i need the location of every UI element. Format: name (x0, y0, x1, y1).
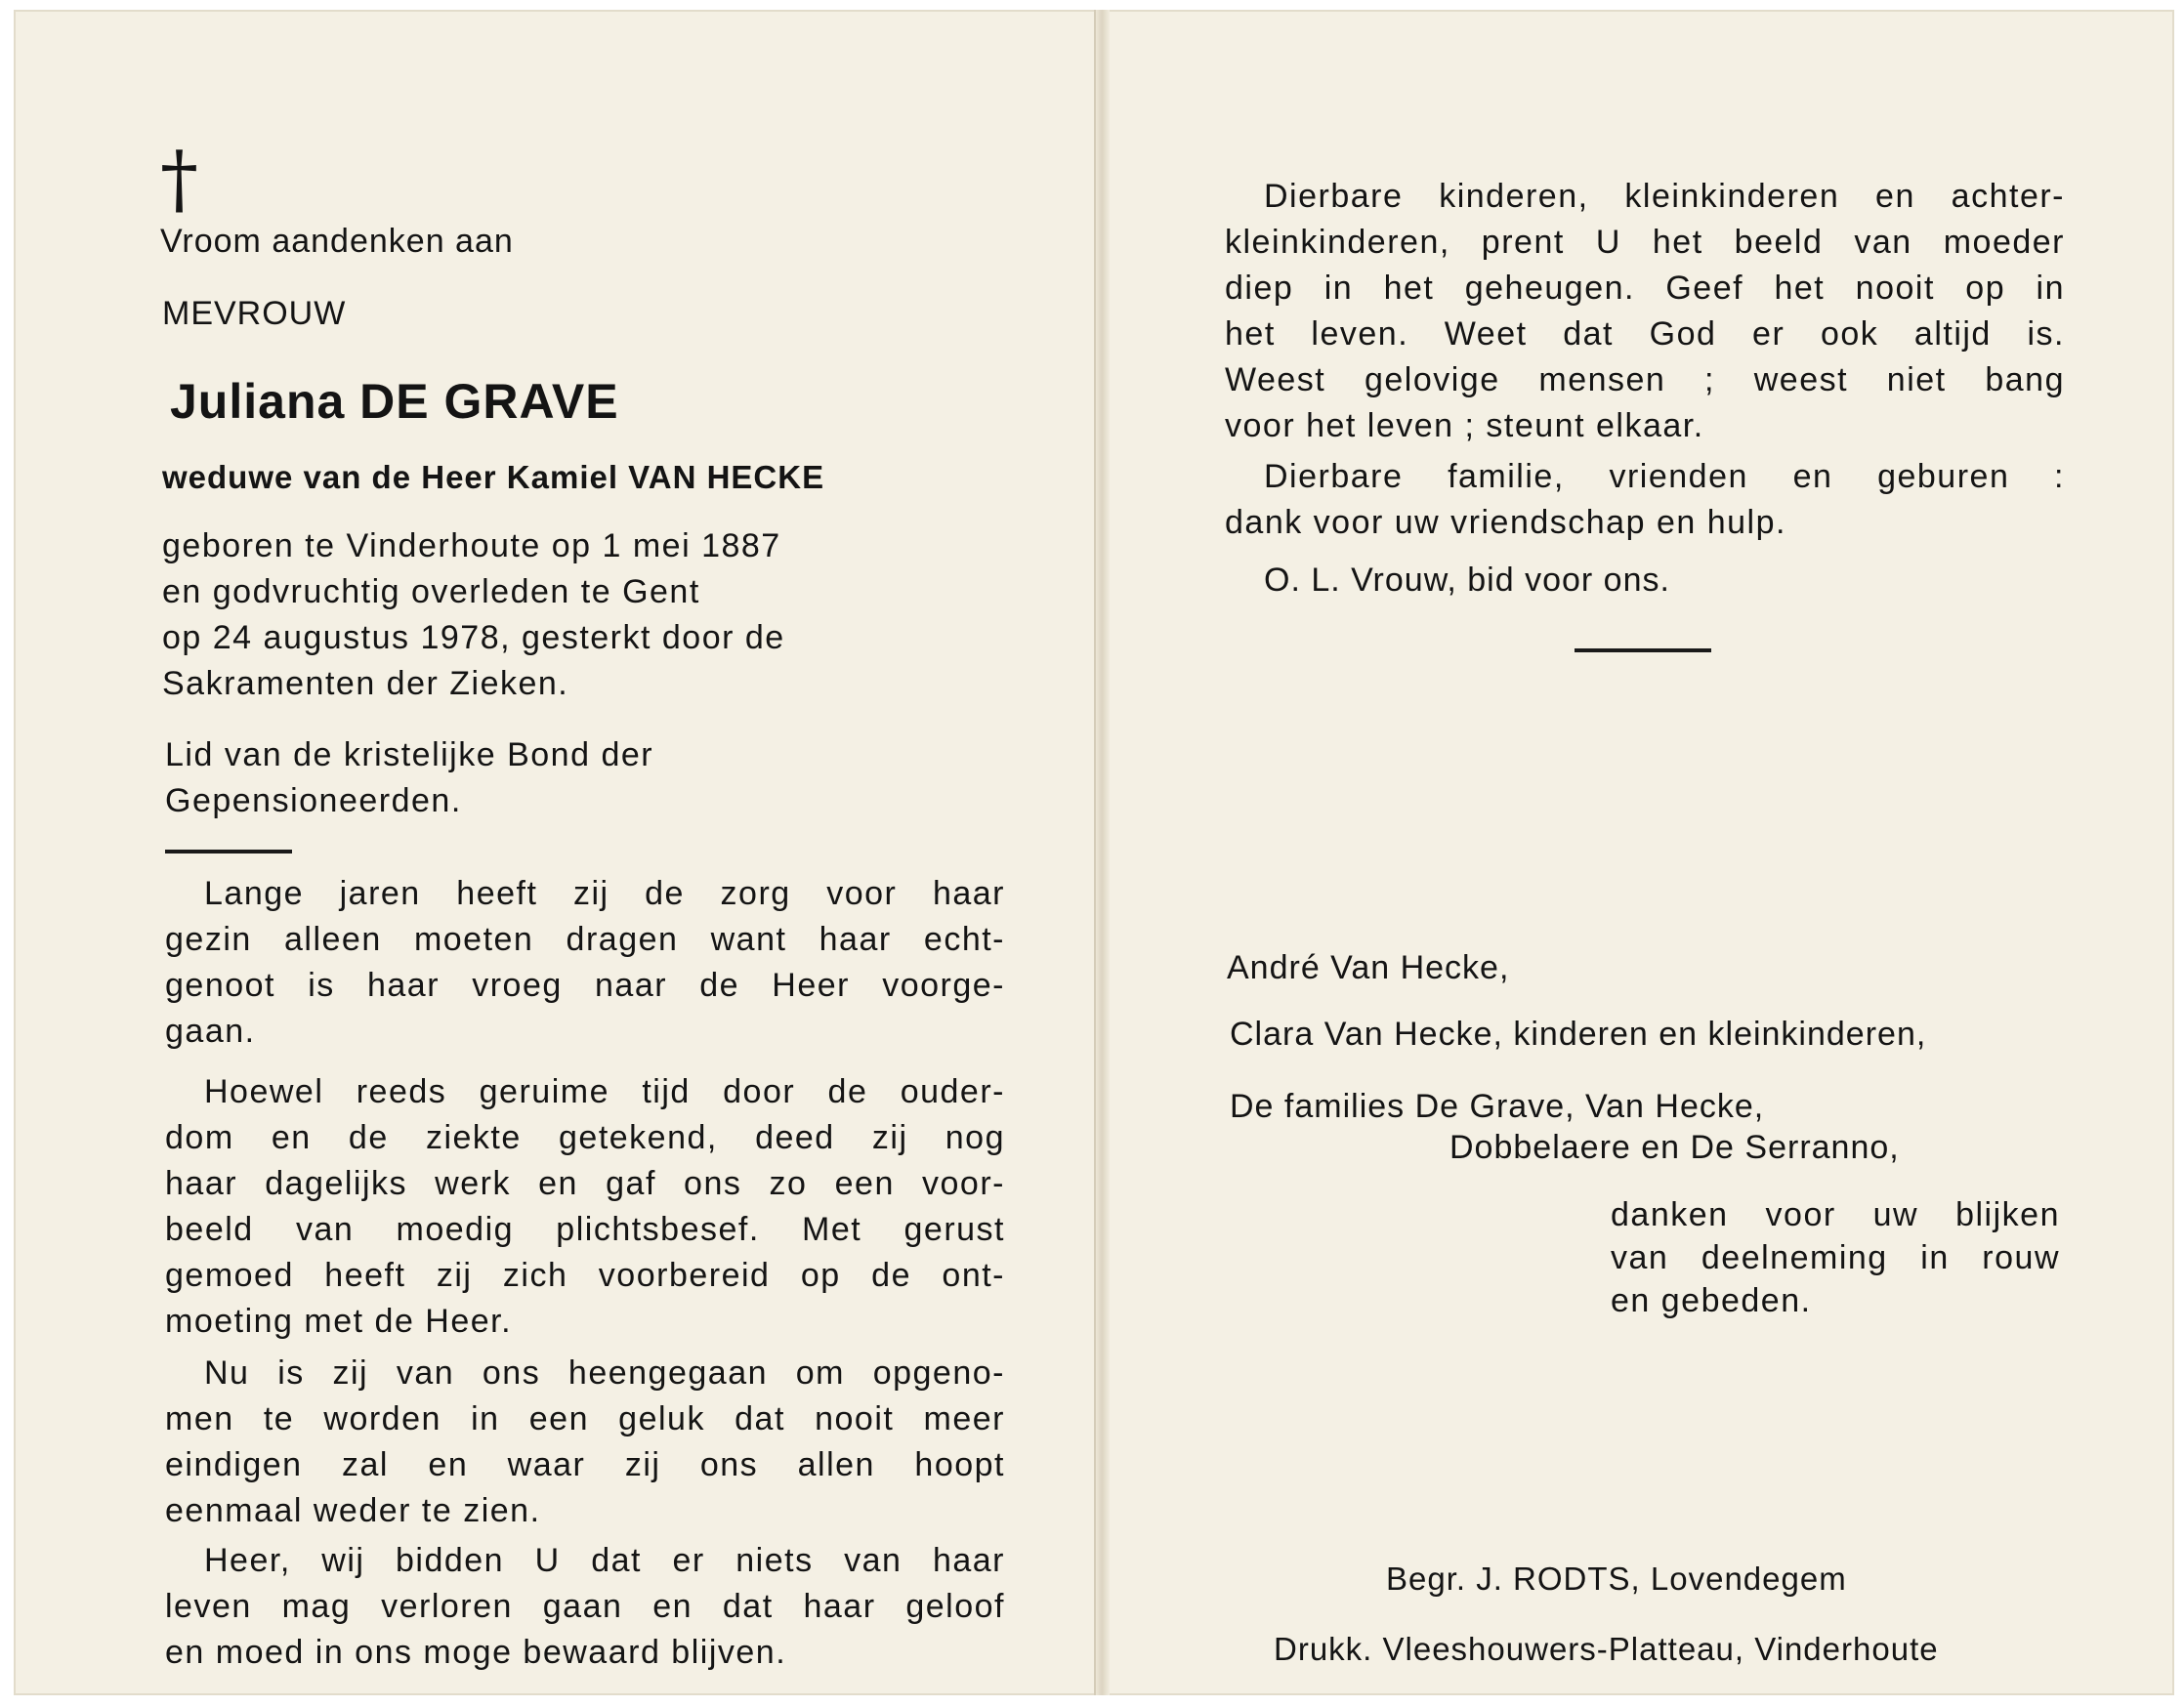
intro-text: Vroom aandenken aan (160, 223, 514, 260)
paragraph-3 (165, 1351, 1005, 1534)
family-line-families-cont: Dobbelaere en De Serranno, (1449, 1129, 1900, 1166)
right-paragraph-2 (1225, 454, 2065, 546)
right-paragraph-1 (1225, 174, 2065, 449)
thanks-block (1611, 1193, 2060, 1322)
text-line: op 24 augustus 1978, gesterkt door de (162, 619, 785, 656)
widow-of-line: weduwe van de Heer Kamiel VAN HECKE (162, 459, 825, 495)
text-line: Dierbare familie, vrienden en geburen : (1264, 458, 2065, 495)
paragraph-4 (165, 1538, 1005, 1676)
text-line: diep in het geheugen. Geef het nooit op in (1225, 270, 2065, 307)
divider (165, 850, 292, 854)
text-line: Hoewel reeds geruime tijd door de ouder- (204, 1073, 1005, 1110)
text-line: Lange jaren heeft zij de zorg voor haar (204, 875, 1005, 912)
text-line: van deelneming in rouw (1611, 1239, 2060, 1276)
text-line: Lid van de kristelijke Bond der (165, 736, 654, 773)
paragraph-2 (165, 1069, 1005, 1345)
text-line: en godvruchtig overleden te Gent (162, 573, 700, 610)
text-line: eindigen zal en waar zij ons allen hoopt (165, 1446, 1005, 1483)
text-line: Sakramenten der Zieken. (162, 665, 569, 702)
text-line: leven mag verloren gaan en dat haar geloof (165, 1588, 1005, 1625)
text-line: eenmaal weder te zien. (165, 1492, 541, 1529)
text-line: Nu is zij van ons heengegaan om opgeno- (204, 1354, 1005, 1392)
salutation: MEVROUW (162, 295, 347, 332)
text-line: moeting met de Heer. (165, 1303, 513, 1340)
text-line: gezin alleen moeten dragen want haar echt- (165, 921, 1005, 958)
text-line: en gebeden. (1611, 1282, 1812, 1319)
text-line: men te worden in een geluk dat nooit meer (165, 1400, 1005, 1437)
prayer-line: O. L. Vrouw, bid voor ons. (1264, 562, 1670, 599)
cross-symbol: † (160, 136, 198, 224)
text-line: danken voor uw blijken (1611, 1196, 2060, 1233)
text-line: Dierbare kinderen, kleinkinderen en achter- (1264, 178, 2065, 215)
text-line: genoot is haar vroeg naar de Heer voorge- (165, 967, 1005, 1004)
text-line: dank voor uw vriendschap en hulp. (1225, 504, 1786, 541)
deceased-name: Juliana DE GRAVE (170, 374, 619, 429)
membership-block (165, 732, 751, 824)
birth-death-block (162, 523, 846, 707)
text-line: Gepensioneerden. (165, 782, 462, 819)
text-line: dom en de ziekte getekend, deed zij nog (165, 1119, 1005, 1156)
paragraph-1 (165, 871, 1005, 1055)
family-line-clara: Clara Van Hecke, kinderen en kleinkinderen, (1230, 1016, 1927, 1053)
text-line: gaan. (165, 1013, 256, 1050)
text-line: gemoed heeft zij zich voorbereid op de ont- (165, 1257, 1005, 1294)
text-line: Weest gelovige mensen ; weest niet bang (1225, 361, 2065, 398)
family-line-andre: André Van Hecke, (1227, 949, 1510, 986)
undertaker-line: Begr. J. RODTS, Lovendegem (1386, 1561, 1847, 1597)
text-line: voor het leven ; steunt elkaar. (1225, 407, 1704, 444)
memorial-card (14, 10, 2174, 1695)
family-line-families: De families De Grave, Van Hecke, (1230, 1088, 1765, 1125)
text-line: haar dagelijks werk en gaf ons zo een voor- (165, 1165, 1005, 1202)
text-line: Heer, wij bidden U dat er niets van haar (204, 1542, 1005, 1579)
text-line: geboren te Vinderhoute op 1 mei 1887 (162, 527, 781, 564)
text-line: het leven. Weet dat God er ook altijd is. (1225, 315, 2065, 353)
divider (1575, 648, 1711, 652)
text-line: beeld van moedig plichtsbesef. Met gerust (165, 1211, 1005, 1248)
text-line: en moed in ons moge bewaard blijven. (165, 1634, 787, 1671)
printer-line: Drukk. Vleeshouwers-Platteau, Vinderhoute (1274, 1631, 1939, 1667)
card-fold (1094, 10, 1110, 1695)
text-line: kleinkinderen, prent U het beeld van moeder (1225, 224, 2065, 261)
